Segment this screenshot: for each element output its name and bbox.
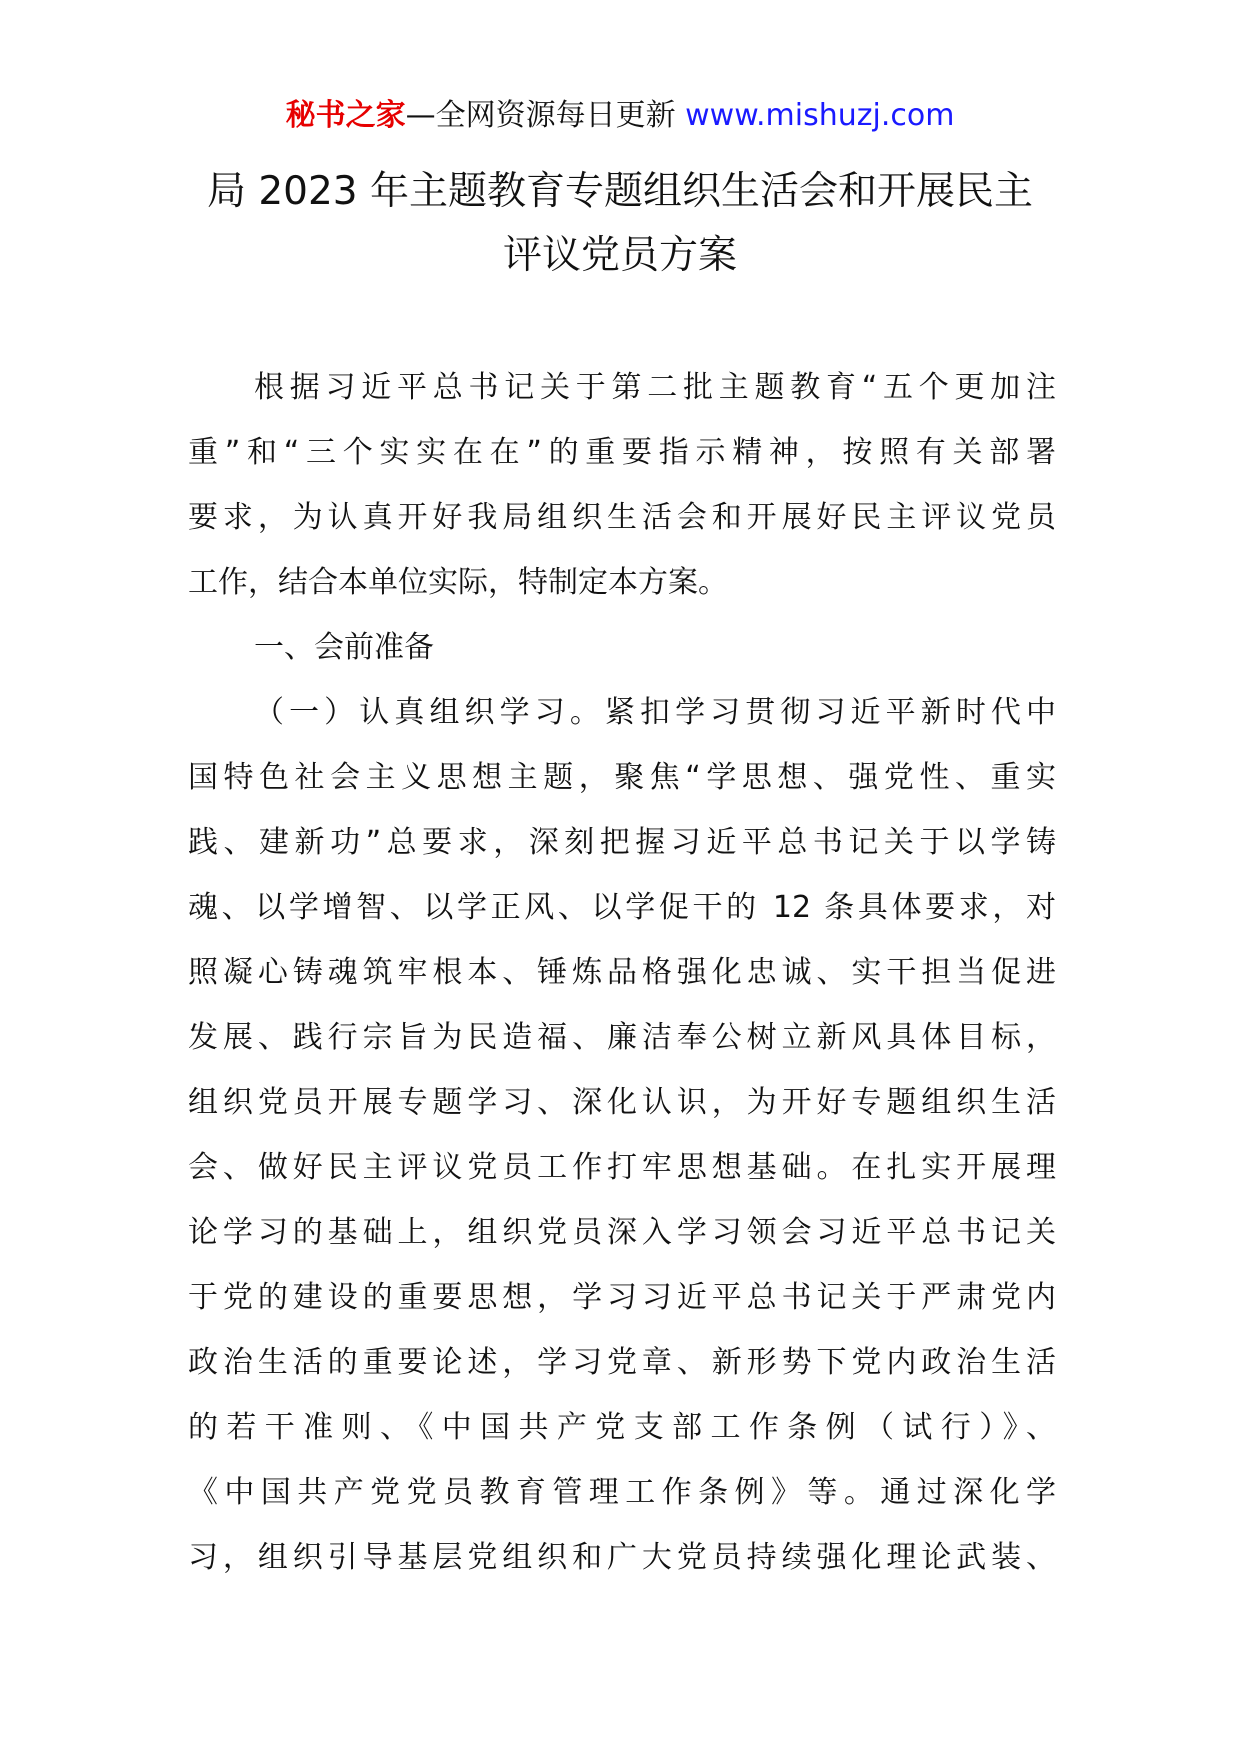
paragraph-line: 《中国共产党党员教育管理工作条例》等。通过深化学 (188, 1475, 1056, 1510)
paragraph-line: （一）认真组织学习。紧扣学习贯彻习近平新时代中 (254, 695, 1056, 730)
paragraph-line: 重”和“三个实实在在”的重要指示精神，按照有关部署 (188, 435, 1056, 470)
paragraph-line: 工作，结合本单位实际，特制定本方案。 (188, 565, 728, 600)
paragraph-line: 政治生活的重要论述，学习党章、新形势下党内政治生活 (188, 1345, 1056, 1380)
paragraph-line: 根据习近平总书记关于第二批主题教育“五个更加注 (254, 370, 1056, 405)
paragraph-line: 习，组织引导基层党组织和广大党员持续强化理论武装、 (188, 1540, 1056, 1575)
paragraph-line: 组织党员开展专题学习、深化认识，为开好专题组织生活 (188, 1085, 1056, 1120)
paragraph-line: 会、做好民主评议党员工作打牢思想基础。在扎实开展理 (188, 1150, 1056, 1185)
paragraph-line: 的若干准则、《中国共产党支部工作条例（试行）》、 (188, 1410, 1056, 1445)
section-heading: 一、会前准备 (254, 630, 434, 665)
paragraph-line: 魂、以学增智、以学正风、以学促干的 12 条具体要求，对 (188, 890, 1056, 925)
site-header (0, 96, 1240, 136)
title-line: 局 2023 年主题教育专题组织生活会和开展民主 (206, 169, 1034, 214)
paragraph-line: 照凝心铸魂筑牢根本、锤炼品格强化忠诚、实干担当促进 (188, 955, 1056, 990)
site-url[interactable]: www.mishuzj.com (685, 98, 955, 133)
paragraph-line: 要求，为认真开好我局组织生活会和开展好民主评议党员 (188, 500, 1056, 535)
header-tagline: —全网资源每日更新 (405, 98, 686, 133)
paragraph-line: 论学习的基础上，组织党员深入学习领会习近平总书记关 (188, 1215, 1056, 1250)
document-title (150, 160, 1090, 288)
title-line: 评议党员方案 (502, 233, 737, 278)
paragraph-line: 国特色社会主义思想主题，聚焦“学思想、强党性、重实 (188, 760, 1056, 795)
paragraph-line: 践、建新功”总要求，深刻把握习近平总书记关于以学铸 (188, 825, 1056, 860)
brand-name: 秘书之家 (285, 98, 406, 133)
paragraph-line: 于党的建设的重要思想，学习习近平总书记关于严肃党内 (188, 1280, 1056, 1315)
paragraph-line: 发展、践行宗旨为民造福、廉洁奉公树立新风具体目标， (188, 1020, 1056, 1055)
document-body (188, 355, 1056, 1590)
